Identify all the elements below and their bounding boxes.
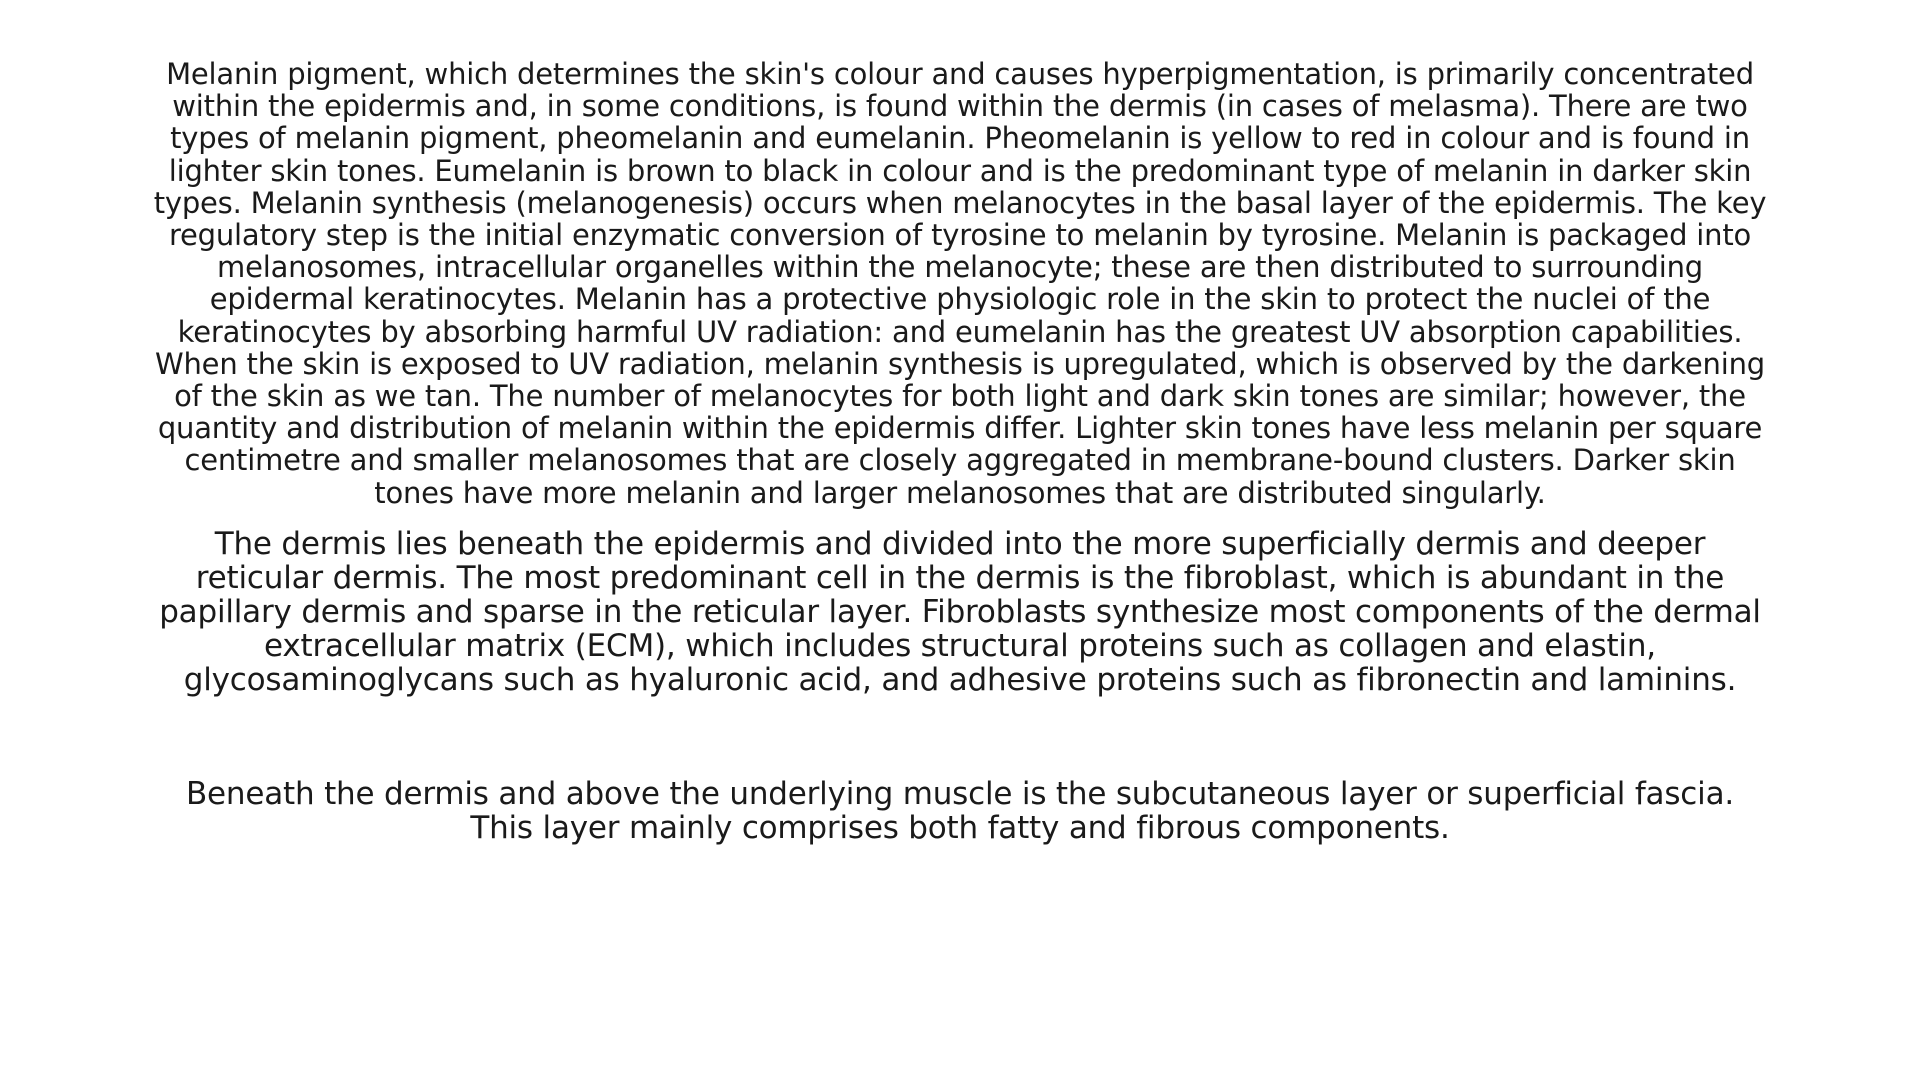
paragraph-dermis: The dermis lies beneath the epidermis and divided into the more superficially dermis and deeper reticular dermis. The most predominant cell in the dermis is the fibroblast, which is abundant in the papillary dermis and sparse in the reticular layer. Fibroblasts synthesize most components of the dermal extracellular matrix (ECM), which includes structural proteins such as collagen and elastin, glycosaminoglycans such as hyaluronic acid, and adhesive proteins such as fibronectin and laminins.: [159, 525, 1761, 698]
slide-text-body: [150, 58, 1770, 845]
paragraph-subcutaneous: Beneath the dermis and above the underlying muscle is the subcutaneous layer or superficial fascia. This layer mainly comprises both fatty and fibrous components.: [185, 775, 1735, 846]
paragraph-melanin: Melanin pigment, which determines the skin's colour and causes hyperpigmentation, is primarily concentrated within the epidermis and, in some conditions, is found within the dermis (in cases of melasma). There are two types of melanin pigment, pheomelanin and eumelanin. Pheomelanin is yellow to red in colour and is found in lighter skin tones. Eumelanin is brown to black in colour and is the predominant type of melanin in darker skin types. Melanin synthesis (melanogenesis) occurs when melanocytes in the basal layer of the epidermis. The key regulatory step is the initial enzymatic conversion of tyrosine to melanin by tyrosine. Melanin is packaged into melanosomes, intracellular organelles within the melanocyte; these are then distributed to surrounding epidermal keratinocytes. Melanin has a protective physiologic role in the skin to protect the nuclei of the keratinocytes by absorbing harmful UV radiation: and eumelanin has the greatest UV absorption capabilities. When the skin is exposed to UV radiation, melanin synthesis is upregulated, which is observed by the darkening of the skin as we tan. The number of melanocytes for both light and dark skin tones are similar; however, the quantity and distribution of melanin within the epidermis differ. Lighter skin tones have less melanin per square centimetre and smaller melanosomes that are closely aggregated in membrane-bound clusters. Darker skin tones have more melanin and larger melanosomes that are distributed singularly.: [153, 57, 1767, 510]
